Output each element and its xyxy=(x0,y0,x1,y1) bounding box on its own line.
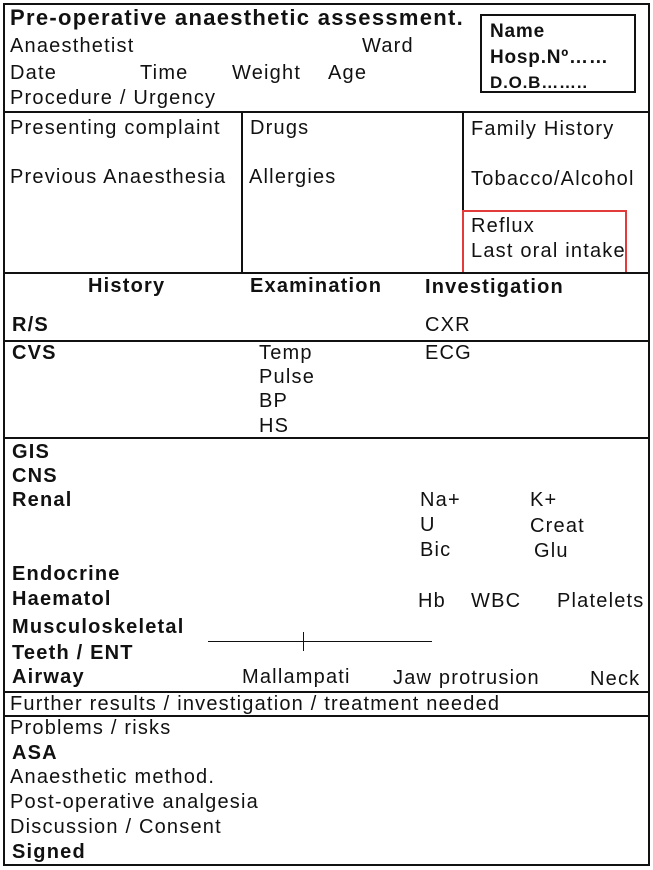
allergies-label: Allergies xyxy=(249,166,337,188)
bicarbonate-label: Bic xyxy=(420,539,452,561)
examination-heading: Examination xyxy=(250,275,383,297)
ward-label: Ward xyxy=(362,35,414,57)
column-divider-left xyxy=(241,112,243,273)
urea-label: U xyxy=(420,514,436,536)
tobacco-alcohol-label: Tobacco/Alcohol xyxy=(471,168,635,190)
gis-label: GIS xyxy=(12,441,51,463)
platelets-label: Platelets xyxy=(557,590,645,612)
presenting-complaint-label: Presenting complaint xyxy=(10,117,221,139)
wbc-label: WBC xyxy=(471,590,522,612)
drugs-label: Drugs xyxy=(250,117,310,139)
problems-risks-label: Problems / risks xyxy=(10,717,172,739)
rs-label: R/S xyxy=(12,314,49,336)
cxr-label: CXR xyxy=(425,314,471,336)
age-label: Age xyxy=(328,62,368,84)
temp-label: Temp xyxy=(259,342,313,364)
renal-label: Renal xyxy=(12,489,73,511)
potassium-label: K+ xyxy=(530,489,558,511)
hospital-number-label: Hosp.Nº…… xyxy=(490,47,609,68)
further-results-label: Further results / investigation / treatment needed xyxy=(10,693,501,715)
divider-cvs xyxy=(3,437,650,439)
teeth-ent-label: Teeth / ENT xyxy=(12,642,134,664)
divider-header xyxy=(3,111,650,113)
cvs-label: CVS xyxy=(12,342,57,364)
jaw-protrusion-label: Jaw protrusion xyxy=(393,667,540,689)
anaesthetist-label: Anaesthetist xyxy=(10,35,135,57)
asa-label: ASA xyxy=(12,742,58,764)
bp-label: BP xyxy=(259,390,289,412)
sodium-label: Na+ xyxy=(420,489,461,511)
pulse-label: Pulse xyxy=(259,366,316,388)
cns-label: CNS xyxy=(12,465,58,487)
musculoskeletal-label: Musculoskeletal xyxy=(12,616,185,638)
family-history-label: Family History xyxy=(471,118,615,140)
form-title: Pre-operative anaesthetic assessment. xyxy=(10,5,465,30)
discussion-consent-label: Discussion / Consent xyxy=(10,816,222,838)
dob-label: D.O.B…….. xyxy=(490,73,588,92)
hs-label: HS xyxy=(259,415,290,437)
date-label: Date xyxy=(10,62,58,84)
previous-anaesthesia-label: Previous Anaesthesia xyxy=(10,166,227,188)
creatinine-label: Creat xyxy=(530,515,585,537)
ecg-label: ECG xyxy=(425,342,472,364)
hb-label: Hb xyxy=(418,590,446,612)
airway-label: Airway xyxy=(12,666,85,688)
patient-name-label: Name xyxy=(490,21,545,42)
mallampati-label: Mallampati xyxy=(242,666,351,688)
weight-label: Weight xyxy=(232,62,302,84)
neck-label: Neck xyxy=(590,668,641,690)
glucose-label: Glu xyxy=(534,540,569,562)
procedure-label: Procedure / Urgency xyxy=(10,87,217,109)
signed-label: Signed xyxy=(12,841,86,863)
airway-scale-tick xyxy=(303,632,304,651)
divider-background xyxy=(3,272,650,274)
investigation-heading: Investigation xyxy=(425,276,564,298)
haematol-label: Haematol xyxy=(12,588,112,610)
post-op-analgesia-label: Post-operative analgesia xyxy=(10,791,259,813)
history-heading: History xyxy=(88,275,166,297)
airway-scale-line xyxy=(208,641,432,642)
reflux-label: Reflux xyxy=(471,215,535,237)
divider-rs xyxy=(3,340,650,342)
anaesthetic-method-label: Anaesthetic method. xyxy=(10,766,216,788)
time-label: Time xyxy=(140,62,189,84)
last-oral-intake-label: Last oral intake xyxy=(471,240,626,262)
endocrine-label: Endocrine xyxy=(12,563,121,585)
